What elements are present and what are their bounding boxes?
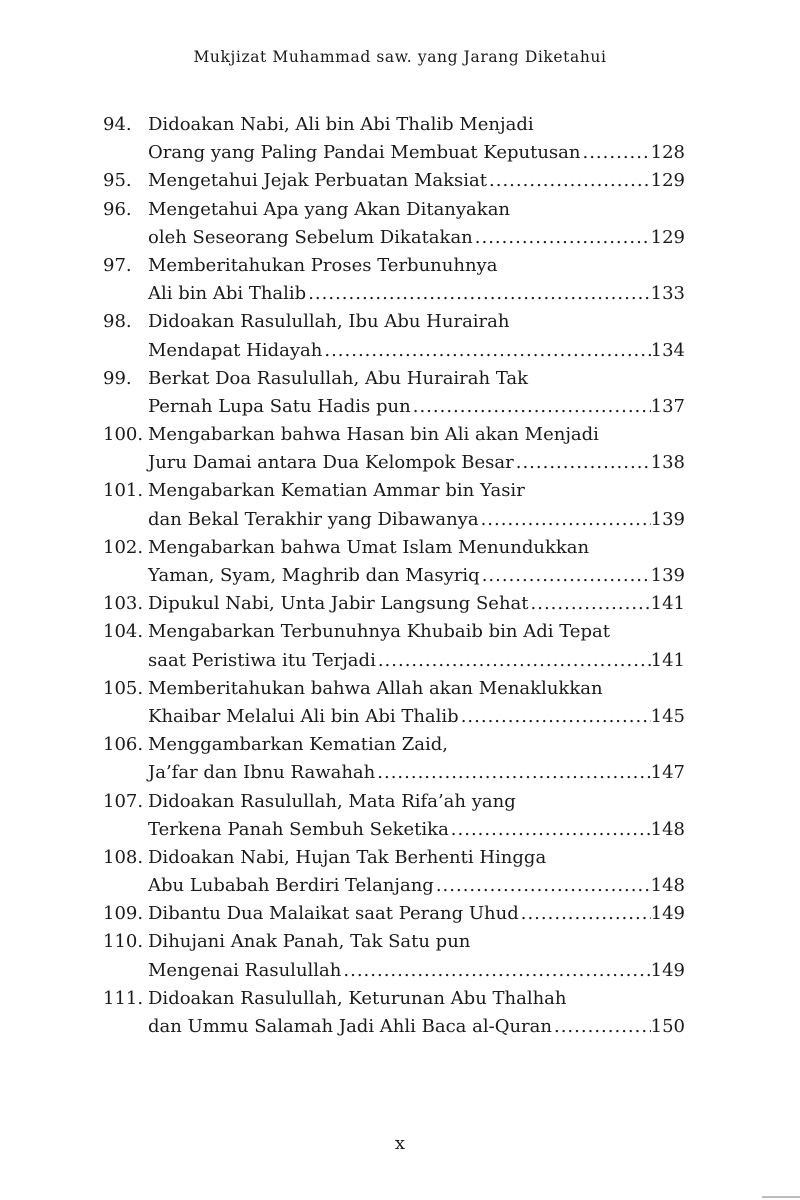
toc-entry-page: 148 xyxy=(650,818,685,840)
toc-entry-page: 145 xyxy=(650,705,685,727)
toc-entry-page: 138 xyxy=(650,452,685,474)
dot-leader xyxy=(519,900,651,928)
toc-entry-title-line: Abu Lubabah Berdiri Telanjang xyxy=(148,875,434,897)
toc-entry xyxy=(103,590,685,618)
toc-entry-page: 150 xyxy=(650,1016,685,1038)
page-number: x xyxy=(394,1133,406,1154)
toc-entry-page: 134 xyxy=(650,339,685,361)
toc-entry-title-line: Mengetahui Apa yang Akan Ditanyakan xyxy=(148,198,511,220)
toc-entry-title-line: Didoakan Rasulullah, Ibu Abu Hurairah xyxy=(148,311,510,333)
running-header: Mukjizat Muhammad saw. yang Jarang Diketahui xyxy=(193,48,607,66)
toc-entry xyxy=(103,618,685,674)
toc-entry-number: 102. xyxy=(103,536,144,558)
page-edge-mark xyxy=(762,1196,800,1198)
dot-leader xyxy=(479,506,651,534)
toc-entry-page: 137 xyxy=(650,395,685,417)
toc-entry-title-line: Pernah Lupa Satu Hadis pun xyxy=(148,395,411,417)
toc-entry-title-line: Ja’far dan Ibnu Rawahah xyxy=(148,762,376,784)
dot-leader xyxy=(552,1013,651,1041)
toc-entry xyxy=(103,196,685,252)
toc-entry xyxy=(103,421,685,477)
toc-entry xyxy=(103,111,685,167)
toc-entry-page: 149 xyxy=(650,959,685,981)
toc-entry-title-line: oleh Seseorang Sebelum Dikatakan xyxy=(148,226,473,248)
toc-entry-title-line: Didoakan Rasulullah, Keturunan Abu Thalhah xyxy=(148,987,567,1009)
toc-entry-number: 111. xyxy=(103,987,144,1009)
toc-entry-number: 99. xyxy=(103,367,132,389)
toc-entry-number: 104. xyxy=(103,621,144,643)
toc-entry xyxy=(103,731,685,787)
toc-entry-number: 109. xyxy=(103,903,144,925)
toc-entry-title-line: Mengabarkan bahwa Umat Islam Menundukkan xyxy=(148,536,590,558)
toc-entry-title-line: Dipukul Nabi, Unta Jabir Langsung Sehat xyxy=(148,593,529,615)
dot-leader xyxy=(434,872,651,900)
toc-entry xyxy=(103,900,685,928)
toc-entry-number: 97. xyxy=(103,254,132,276)
toc-entry-number: 98. xyxy=(103,311,132,333)
toc-entry-number: 108. xyxy=(103,846,144,868)
dot-leader xyxy=(529,590,651,618)
toc-entry-title-line: Didoakan Rasulullah, Mata Rifa’ah yang xyxy=(148,790,516,812)
dot-leader xyxy=(514,449,651,477)
toc-entry-title-line: Dihujani Anak Panah, Tak Satu pun xyxy=(148,931,471,953)
dot-leader xyxy=(376,647,651,675)
toc-entry-title-line: Juru Damai antara Dua Kelompok Besar xyxy=(148,452,514,474)
toc-entry-title-line: Dibantu Dua Malaikat saat Perang Uhud xyxy=(148,903,519,925)
toc-entry-title-line: saat Peristiwa itu Terjadi xyxy=(148,649,376,671)
toc-entry-page: 139 xyxy=(650,565,685,587)
toc-entry-title-line: Memberitahukan Proses Terbunuhnya xyxy=(148,254,498,276)
toc-entry xyxy=(103,167,685,195)
toc-entry-title-line: dan Bekal Terakhir yang Dibawanya xyxy=(148,508,479,530)
toc-entry-title-line: Berkat Doa Rasulullah, Abu Hurairah Tak xyxy=(148,367,529,389)
toc-entry-page: 147 xyxy=(650,762,685,784)
dot-leader xyxy=(411,393,651,421)
toc-entry-page: 129 xyxy=(650,226,685,248)
toc-entry-title-line: Mendapat Hidayah xyxy=(148,339,323,361)
dot-leader xyxy=(580,139,650,167)
toc-entry xyxy=(103,928,685,984)
toc-entry xyxy=(103,985,685,1041)
dot-leader xyxy=(306,280,650,308)
toc-entry-title-line: Terkena Panah Sembuh Seketika xyxy=(148,818,449,840)
toc-entry-page: 141 xyxy=(650,593,685,615)
toc-entry-page: 149 xyxy=(650,903,685,925)
toc-entry xyxy=(103,534,685,590)
toc-entry-number: 94. xyxy=(103,114,132,135)
toc-entry-page: 139 xyxy=(650,508,685,530)
toc-entry-title-line: Mengetahui Jejak Perbuatan Maksiat xyxy=(148,170,488,192)
toc-entry-title-line: Memberitahukan bahwa Allah akan Menaklukkan xyxy=(148,677,603,699)
toc-entry-number: 95. xyxy=(103,170,132,192)
dot-leader xyxy=(322,337,650,365)
toc-entry-title-line: Mengabarkan Kematian Ammar bin Yasir xyxy=(148,480,525,502)
toc-entry xyxy=(103,675,685,731)
toc-entry-page: 141 xyxy=(650,649,685,671)
dot-leader xyxy=(459,703,651,731)
toc-entry-number: 96. xyxy=(103,198,132,220)
toc-entry-title-line: dan Ummu Salamah Jadi Ahli Baca al-Quran xyxy=(148,1016,552,1038)
toc-entry-title-line: Didoakan Nabi, Ali bin Abi Thalib Menjadi xyxy=(148,114,534,135)
dot-leader xyxy=(375,759,650,787)
toc-entry xyxy=(103,788,685,844)
toc-entry-page: 148 xyxy=(650,875,685,897)
dot-leader xyxy=(449,816,651,844)
toc-entry-number: 105. xyxy=(103,677,144,699)
toc-entry-title-line: Didoakan Nabi, Hujan Tak Berhenti Hingga xyxy=(148,846,547,868)
toc-entry-title-line: Orang yang Paling Pandai Membuat Keputusan xyxy=(148,142,581,164)
toc-entry xyxy=(103,365,685,421)
toc-entry xyxy=(103,844,685,900)
toc-entry-title-line: Mengabarkan bahwa Hasan bin Ali akan Menjadi xyxy=(148,424,599,446)
toc-entry xyxy=(103,477,685,533)
toc-entry-number: 106. xyxy=(103,734,144,756)
dot-leader xyxy=(487,167,651,195)
toc-entry xyxy=(103,252,685,308)
toc-entry-title-line: Menggambarkan Kematian Zaid, xyxy=(148,734,449,756)
toc-entry xyxy=(103,308,685,364)
table-of-contents xyxy=(103,111,685,1041)
toc-entry-number: 100. xyxy=(103,424,144,446)
toc-entry-title-line: Ali bin Abi Thalib xyxy=(148,283,307,305)
toc-entry-title-line: Yaman, Syam, Maghrib dan Masyriq xyxy=(148,565,480,587)
toc-entry-title-line: Mengabarkan Terbunuhnya Khubaib bin Adi Tepat xyxy=(148,621,610,643)
dot-leader xyxy=(473,224,651,252)
toc-entry-page: 129 xyxy=(650,170,685,192)
toc-entry-page: 128 xyxy=(650,142,685,164)
toc-entry-title-line: Mengenai Rasulullah xyxy=(148,959,342,981)
toc-entry-number: 110. xyxy=(103,931,144,953)
toc-entry-number: 103. xyxy=(103,593,144,615)
toc-entry-number: 107. xyxy=(103,790,144,812)
toc-entry-page: 133 xyxy=(650,283,685,305)
dot-leader xyxy=(341,957,650,985)
toc-entry-number: 101. xyxy=(103,480,144,502)
dot-leader xyxy=(480,562,651,590)
toc-entry-title-line: Khaibar Melalui Ali bin Abi Thalib xyxy=(148,705,459,727)
